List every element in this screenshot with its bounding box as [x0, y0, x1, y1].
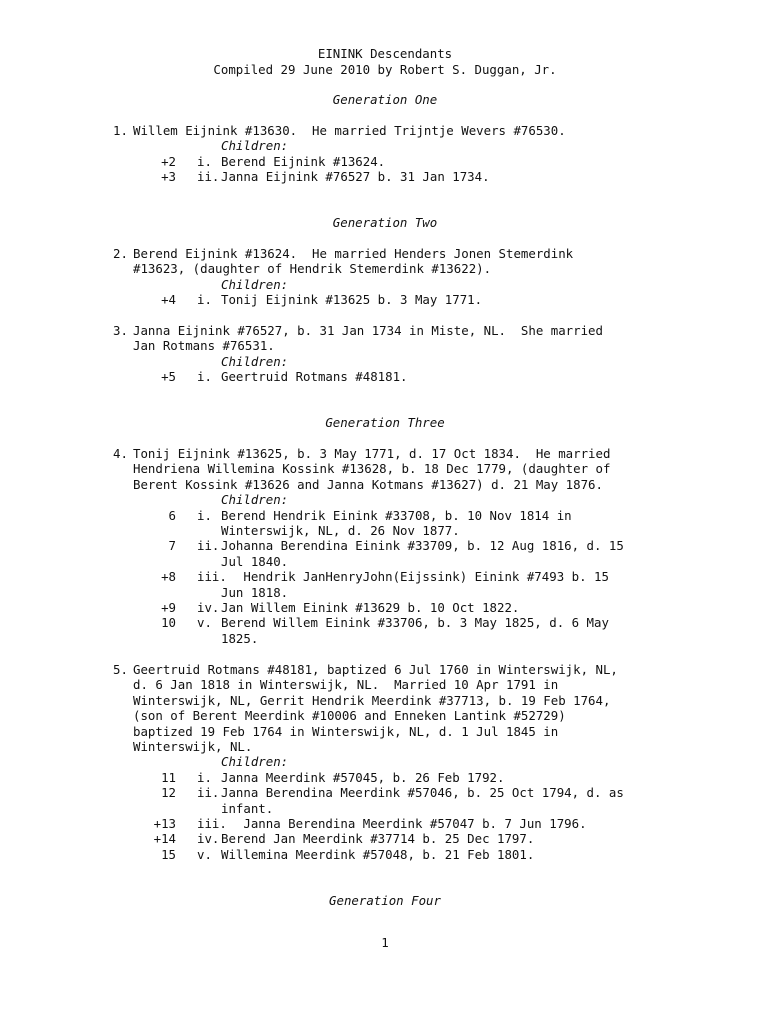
child-roman: i.	[197, 292, 212, 308]
child-text: Berend Eijnink #13624.	[221, 153, 386, 169]
child-text: Janna Berendina Meerdink #57047 b. 7 Jun 1796.	[221, 816, 587, 831]
child-mark: +5	[161, 369, 176, 385]
entry-number: 1.	[113, 123, 128, 138]
child-text: Berend Hendrik Einink #33708, b. 10 Nov 1814 in	[221, 507, 572, 523]
child-text: Jun 1818.	[221, 584, 289, 600]
child-roman: v.	[197, 846, 212, 862]
child-roman: ii.	[197, 169, 220, 185]
child-text: Janna Eijnink #76527 b. 31 Jan 1734.	[221, 169, 490, 185]
entry-number: 3.	[113, 323, 128, 338]
child-text: Jan Willem Einink #13629 b. 10 Oct 1822.	[221, 600, 520, 615]
child-mark: +9	[161, 600, 176, 615]
child-roman: v.	[197, 615, 212, 631]
entry-text: Winterswijk, NL.	[133, 739, 253, 754]
entry-number: 4.	[113, 446, 128, 461]
page-number: 1	[381, 935, 389, 950]
child-mark: +8	[161, 569, 176, 585]
child-text: Jul 1840.	[221, 553, 289, 569]
entry-text: d. 6 Jan 1818 in Winterswijk, NL. Married 10 Apr 1791 in	[133, 677, 559, 693]
child-text: Berend Jan Meerdink #37714 b. 25 Dec 1797.	[221, 831, 535, 847]
child-text: Geertruid Rotmans #48181.	[221, 369, 408, 385]
generation-heading: Generation One	[332, 92, 438, 107]
child-mark: +13	[153, 816, 176, 831]
document-subtitle: Compiled 29 June 2010 by Robert S. Duggan, Jr.	[213, 62, 557, 77]
child-mark: 7	[168, 538, 176, 554]
entry-number: 5.	[113, 662, 128, 677]
child-roman: iv.	[197, 600, 220, 615]
entry-text: Willem Eijnink #13630. He married Trijntje Wevers #76530.	[133, 123, 566, 138]
entry-text: #13623, (daughter of Hendrik Stemerdink #13622).	[133, 261, 492, 277]
entry-text: Berent Kossink #13626 and Janna Kotmans #13627) d. 21 May 1876.	[133, 476, 603, 492]
child-text: 1825.	[221, 630, 259, 646]
child-roman: ii.	[197, 538, 220, 554]
child-roman: i.	[197, 369, 212, 385]
children-label: Children:	[221, 754, 289, 770]
child-roman: iii.	[197, 569, 227, 585]
entry-text: (son of Berent Meerdink #10006 and Enneken Lantink #52729)	[133, 708, 566, 724]
entry-text: Janna Eijnink #76527, b. 31 Jan 1734 in Miste, NL. She married	[133, 323, 603, 338]
children-label: Children:	[221, 138, 289, 154]
child-roman: i.	[197, 769, 212, 785]
child-text: infant.	[221, 800, 274, 816]
generation-heading: Generation Two	[332, 215, 438, 230]
child-mark: 12	[161, 785, 176, 801]
child-text: Hendrik JanHenryJohn(Eijssink) Einink #7493 b. 15	[221, 569, 609, 585]
entry-text: baptized 19 Feb 1764 in Winterswijk, NL, d. 1 Jul 1845 in	[133, 723, 559, 739]
child-text: Winterswijk, NL, d. 26 Nov 1877.	[221, 523, 460, 538]
child-text: Berend Willem Einink #33706, b. 3 May 1825, d. 6 May	[221, 615, 609, 631]
child-mark: +14	[153, 831, 176, 847]
child-text: Janna Berendina Meerdink #57046, b. 25 Oct 1794, d. as	[221, 785, 624, 801]
entry-text: Geertruid Rotmans #48181, baptized 6 Jul 1760 in Winterswijk, NL,	[133, 662, 618, 677]
children-label: Children:	[221, 276, 289, 292]
child-roman: ii.	[197, 785, 220, 801]
child-mark: 11	[161, 769, 176, 785]
child-mark: +3	[161, 169, 176, 185]
child-roman: iv.	[197, 831, 220, 847]
child-mark: 6	[168, 507, 176, 523]
entry-number: 2.	[113, 246, 128, 261]
child-text: Willemina Meerdink #57048, b. 21 Feb 1801.	[221, 846, 535, 862]
child-mark: 10	[161, 615, 176, 631]
child-mark: +2	[161, 153, 176, 169]
child-roman: i.	[197, 153, 212, 169]
generation-heading: Generation Three	[325, 415, 445, 430]
child-roman: i.	[197, 507, 212, 523]
child-text: Tonij Eijnink #13625 b. 3 May 1771.	[221, 292, 483, 308]
children-label: Children:	[221, 492, 289, 508]
children-label: Children:	[221, 353, 289, 369]
child-mark: +4	[161, 292, 176, 308]
child-text: Janna Meerdink #57045, b. 26 Feb 1792.	[221, 769, 505, 785]
child-text: Johanna Berendina Einink #33709, b. 12 Aug 1816, d. 15	[221, 538, 624, 554]
document-title: EININK Descendants	[317, 46, 453, 61]
generation-heading: Generation Four	[329, 893, 441, 908]
child-mark: 15	[161, 846, 176, 862]
entry-text: Jan Rotmans #76531.	[133, 338, 275, 354]
child-roman: iii.	[197, 816, 227, 831]
entry-text: Hendriena Willemina Kossink #13628, b. 18 Dec 1779, (daughter of	[133, 461, 611, 477]
entry-text: Tonij Eijnink #13625, b. 3 May 1771, d. 17 Oct 1834. He married	[133, 446, 611, 461]
entry-text: Winterswijk, NL, Gerrit Hendrik Meerdink #37713, b. 19 Feb 1764,	[133, 692, 611, 708]
entry-text: Berend Eijnink #13624. He married Henders Jonen Stemerdink	[133, 246, 574, 261]
